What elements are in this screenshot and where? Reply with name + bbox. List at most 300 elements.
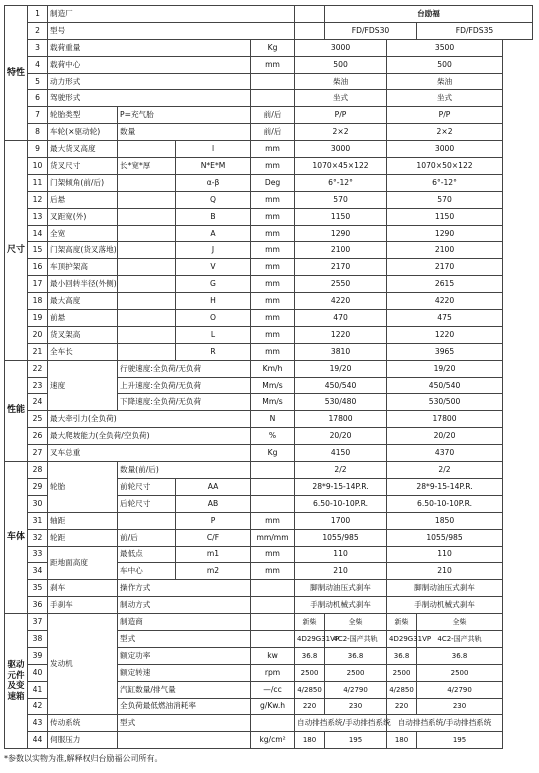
row-unit: Mm/s bbox=[251, 377, 295, 394]
value-model-1: 570 bbox=[295, 191, 387, 208]
section-label: 尺寸 bbox=[5, 141, 28, 361]
value-model-2: 4370 bbox=[387, 445, 503, 462]
row-sub: 前轮尺寸 bbox=[118, 478, 176, 495]
row-symbol: L bbox=[176, 326, 251, 343]
value-model-1: 自动排挡系统/手动排挡系统 bbox=[295, 715, 387, 732]
row-unit: mm bbox=[251, 310, 295, 327]
row-unit: g/Kw.h bbox=[251, 698, 295, 715]
engine-value: 2500 bbox=[325, 664, 387, 681]
row-number: 16 bbox=[28, 259, 48, 276]
spec-row bbox=[5, 56, 533, 73]
spec-row bbox=[5, 22, 533, 39]
value-model-2: 柴油 bbox=[387, 73, 503, 90]
value-model-2: 17800 bbox=[387, 411, 503, 428]
row-number: 13 bbox=[28, 208, 48, 225]
row-unit: mm bbox=[251, 208, 295, 225]
row-number: 8 bbox=[28, 124, 48, 141]
engine-value: 新柴 bbox=[295, 614, 325, 631]
row-sub: 操作方式 bbox=[118, 580, 251, 597]
row-unit: Deg bbox=[251, 174, 295, 191]
row-label: 叉车总重 bbox=[48, 445, 251, 462]
row-sub: 制动方式 bbox=[118, 597, 251, 614]
row-unit bbox=[251, 495, 295, 512]
engine-value: 全柴 bbox=[325, 614, 387, 631]
spec-row bbox=[5, 90, 533, 107]
row-label: 全宽 bbox=[48, 225, 118, 242]
row-unit bbox=[251, 715, 295, 732]
row-unit bbox=[251, 478, 295, 495]
row-unit: mm bbox=[251, 546, 295, 563]
value-model-2: 脚制动油压式刹车 bbox=[387, 580, 503, 597]
row-unit: mm bbox=[251, 512, 295, 529]
row-number: 35 bbox=[28, 580, 48, 597]
row-number: 5 bbox=[28, 73, 48, 90]
row-number: 20 bbox=[28, 326, 48, 343]
row-unit: Km/h bbox=[251, 360, 295, 377]
row-number: 7 bbox=[28, 107, 48, 124]
model-1: FD/FDS30 bbox=[325, 22, 417, 39]
row-unit: mm bbox=[251, 563, 295, 580]
spec-row bbox=[5, 158, 533, 175]
value-model-2: 28*9-15-14P.R. bbox=[387, 478, 503, 495]
value-model-2: 1055/985 bbox=[387, 529, 503, 546]
value-model-1: 1150 bbox=[295, 208, 387, 225]
row-unit: mm bbox=[251, 343, 295, 360]
value-model-2: 1850 bbox=[387, 512, 503, 529]
spec-row bbox=[5, 259, 533, 276]
row-unit: 前/后 bbox=[251, 124, 295, 141]
engine-value: 2500 bbox=[387, 664, 417, 681]
spec-row bbox=[5, 597, 533, 614]
spec-table bbox=[4, 5, 533, 749]
row-symbol: α-β bbox=[176, 174, 251, 191]
row-unit bbox=[251, 630, 295, 647]
value-model-1: 2550 bbox=[295, 276, 387, 293]
value-model-2: 450/540 bbox=[387, 377, 503, 394]
engine-value: 220 bbox=[387, 698, 417, 715]
spec-row bbox=[5, 462, 533, 479]
row-unit: kg/cm² bbox=[251, 732, 295, 749]
spec-row bbox=[5, 715, 533, 732]
row-unit bbox=[251, 614, 295, 631]
value-model-1: 450/540 bbox=[295, 377, 387, 394]
value-model-2: 475 bbox=[387, 310, 503, 327]
blank-cell bbox=[118, 174, 176, 191]
value-model-1: 2/2 bbox=[295, 462, 387, 479]
spec-row bbox=[5, 73, 533, 90]
row-number: 41 bbox=[28, 681, 48, 698]
row-symbol: C/F bbox=[176, 529, 251, 546]
blank-cell bbox=[118, 293, 176, 310]
blank-cell bbox=[118, 512, 176, 529]
row-number: 11 bbox=[28, 174, 48, 191]
row-label: 后悬 bbox=[48, 191, 118, 208]
row-number: 24 bbox=[28, 394, 48, 411]
blank-cell bbox=[118, 225, 176, 242]
spec-row bbox=[5, 107, 533, 124]
value-model-1: 2170 bbox=[295, 259, 387, 276]
row-sub: 数量 bbox=[118, 124, 251, 141]
spec-row bbox=[5, 208, 533, 225]
row-unit bbox=[251, 73, 295, 90]
row-unit: Mm/s bbox=[251, 394, 295, 411]
value-model-2: 20/20 bbox=[387, 428, 503, 445]
value-model-1: 柴油 bbox=[295, 73, 387, 90]
row-unit: 前/后 bbox=[251, 107, 295, 124]
blank-cell bbox=[118, 242, 176, 259]
row-label: 手刹车 bbox=[48, 597, 118, 614]
value-model-2: 210 bbox=[387, 563, 503, 580]
brand-name: 台励福 bbox=[325, 6, 533, 23]
spec-row bbox=[5, 546, 533, 563]
value-model-2: 3000 bbox=[387, 141, 503, 158]
spec-row bbox=[5, 174, 533, 191]
row-number: 22 bbox=[28, 360, 48, 377]
row-unit bbox=[251, 597, 295, 614]
row-label: 载荷中心 bbox=[48, 56, 251, 73]
spec-row bbox=[5, 529, 533, 546]
row-number: 40 bbox=[28, 664, 48, 681]
value-model-2: 1150 bbox=[387, 208, 503, 225]
row-number: 14 bbox=[28, 225, 48, 242]
row-label: 车顶护架高 bbox=[48, 259, 118, 276]
row-label: 门架倾角(前/后) bbox=[48, 174, 118, 191]
row-number: 23 bbox=[28, 377, 48, 394]
engine-value: 195 bbox=[417, 732, 503, 749]
blank-cell bbox=[118, 208, 176, 225]
value-model-2: 3500 bbox=[387, 39, 503, 56]
row-label: 叉距宽(外) bbox=[48, 208, 118, 225]
value-model-2: 530/500 bbox=[387, 394, 503, 411]
spec-row bbox=[5, 225, 533, 242]
engine-value: 4/2850 bbox=[387, 681, 417, 698]
row-unit: mm bbox=[251, 191, 295, 208]
row-sub: 额定转速 bbox=[118, 664, 251, 681]
value-model-1: 28*9-15-14P.R. bbox=[295, 478, 387, 495]
value-model-2: 19/20 bbox=[387, 360, 503, 377]
spec-row bbox=[5, 141, 533, 158]
row-number: 28 bbox=[28, 462, 48, 479]
row-unit: Kg bbox=[251, 39, 295, 56]
value-model-2: 自动排挡系统/手动排挡系统 bbox=[387, 715, 503, 732]
row-number: 32 bbox=[28, 529, 48, 546]
value-model-1: 6°-12° bbox=[295, 174, 387, 191]
row-number: 4 bbox=[28, 56, 48, 73]
value-model-1: 3810 bbox=[295, 343, 387, 360]
row-unit: % bbox=[251, 428, 295, 445]
value-model-1: 210 bbox=[295, 563, 387, 580]
row-sub: 汽缸数量/排气量 bbox=[118, 681, 251, 698]
row-label: 距地面高度 bbox=[48, 546, 118, 580]
engine-value: 4D29G31VP bbox=[387, 630, 417, 647]
row-unit: mm bbox=[251, 326, 295, 343]
row-number: 39 bbox=[28, 647, 48, 664]
row-unit: mm bbox=[251, 259, 295, 276]
row-unit: mm/mm bbox=[251, 529, 295, 546]
row-sub: P=充气胎 bbox=[118, 107, 251, 124]
engine-value: 36.8 bbox=[325, 647, 387, 664]
blank-cell bbox=[118, 343, 176, 360]
row-number: 15 bbox=[28, 242, 48, 259]
row-number: 17 bbox=[28, 276, 48, 293]
row-label: 最大高度 bbox=[48, 293, 118, 310]
blank-cell bbox=[295, 22, 325, 39]
row-number: 27 bbox=[28, 445, 48, 462]
value-model-1: 4220 bbox=[295, 293, 387, 310]
row-symbol: Q bbox=[176, 191, 251, 208]
row-number: 3 bbox=[28, 39, 48, 56]
value-model-2: 2615 bbox=[387, 276, 503, 293]
footnote: *参数以实物为准,解释权归台励福公司所有。 bbox=[4, 754, 163, 763]
spec-row bbox=[5, 428, 533, 445]
spec-row bbox=[5, 326, 533, 343]
value-model-2: 坐式 bbox=[387, 90, 503, 107]
row-sub: 后轮尺寸 bbox=[118, 495, 176, 512]
value-model-1: 1055/985 bbox=[295, 529, 387, 546]
row-unit: N bbox=[251, 411, 295, 428]
row-symbol: m2 bbox=[176, 563, 251, 580]
blank-cell bbox=[118, 310, 176, 327]
row-number: 33 bbox=[28, 546, 48, 563]
engine-value: 2500 bbox=[417, 664, 503, 681]
value-model-1: 3000 bbox=[295, 39, 387, 56]
row-unit bbox=[251, 90, 295, 107]
engine-value: 220 bbox=[295, 698, 325, 715]
row-label: 型号 bbox=[48, 22, 295, 39]
spec-row bbox=[5, 39, 533, 56]
value-model-1: 1700 bbox=[295, 512, 387, 529]
engine-value: 4/2850 bbox=[295, 681, 325, 698]
engine-value: 36.8 bbox=[387, 647, 417, 664]
row-label: 车轮(×驱动轮) bbox=[48, 124, 118, 141]
row-unit: mm bbox=[251, 225, 295, 242]
spec-row bbox=[5, 512, 533, 529]
row-sub: 上升速度:全负荷/无负荷 bbox=[118, 377, 251, 394]
value-model-2: 570 bbox=[387, 191, 503, 208]
value-model-2: 3965 bbox=[387, 343, 503, 360]
spec-row bbox=[5, 124, 533, 141]
value-model-1: 19/20 bbox=[295, 360, 387, 377]
value-model-2: 4220 bbox=[387, 293, 503, 310]
spec-row bbox=[5, 343, 533, 360]
row-label: 轮距 bbox=[48, 529, 118, 546]
row-symbol: R bbox=[176, 343, 251, 360]
spec-row bbox=[5, 411, 533, 428]
value-model-2: 2×2 bbox=[387, 124, 503, 141]
row-sub: 最低点 bbox=[118, 546, 176, 563]
spec-row bbox=[5, 293, 533, 310]
row-number: 19 bbox=[28, 310, 48, 327]
row-number: 43 bbox=[28, 715, 48, 732]
row-sub: 行驶速度:全负荷/无负荷 bbox=[118, 360, 251, 377]
row-symbol: A bbox=[176, 225, 251, 242]
row-number: 25 bbox=[28, 411, 48, 428]
engine-value: 4/2790 bbox=[325, 681, 387, 698]
row-number: 31 bbox=[28, 512, 48, 529]
blank-cell bbox=[118, 141, 176, 158]
row-unit: kw bbox=[251, 647, 295, 664]
row-label: 前悬 bbox=[48, 310, 118, 327]
row-label: 刹车 bbox=[48, 580, 118, 597]
row-symbol: O bbox=[176, 310, 251, 327]
engine-value: 4C2-国产共轨 bbox=[325, 630, 387, 647]
value-model-1: 坐式 bbox=[295, 90, 387, 107]
spec-row bbox=[5, 580, 533, 597]
blank-cell bbox=[118, 732, 251, 749]
row-label: 驾驶形式 bbox=[48, 90, 251, 107]
value-model-2: 2/2 bbox=[387, 462, 503, 479]
row-sub: 下降速度:全负荷/无负荷 bbox=[118, 394, 251, 411]
value-model-1: 530/480 bbox=[295, 394, 387, 411]
row-label: 传动系统 bbox=[48, 715, 118, 732]
value-model-2: 2170 bbox=[387, 259, 503, 276]
row-label: 门架高度(货叉落地) bbox=[48, 242, 118, 259]
row-label: 轮胎类型 bbox=[48, 107, 118, 124]
engine-value: 4/2790 bbox=[417, 681, 503, 698]
value-model-1: P/P bbox=[295, 107, 387, 124]
engine-value: 195 bbox=[325, 732, 387, 749]
row-symbol: H bbox=[176, 293, 251, 310]
row-unit: —/cc bbox=[251, 681, 295, 698]
value-model-1: 500 bbox=[295, 56, 387, 73]
row-label: 动力形式 bbox=[48, 73, 251, 90]
row-unit: mm bbox=[251, 158, 295, 175]
row-sub: 长*宽*厚 bbox=[118, 158, 176, 175]
value-model-2: P/P bbox=[387, 107, 503, 124]
engine-value: 180 bbox=[387, 732, 417, 749]
section-label: 特性 bbox=[5, 6, 28, 141]
value-model-1: 1220 bbox=[295, 326, 387, 343]
spec-row bbox=[5, 191, 533, 208]
value-model-1: 脚制动油压式刹车 bbox=[295, 580, 387, 597]
value-model-1: 3000 bbox=[295, 141, 387, 158]
row-symbol: m1 bbox=[176, 546, 251, 563]
value-model-1: 2100 bbox=[295, 242, 387, 259]
value-model-1: 1070×45×122 bbox=[295, 158, 387, 175]
row-label: 货叉尺寸 bbox=[48, 158, 118, 175]
row-unit: mm bbox=[251, 242, 295, 259]
row-unit: rpm bbox=[251, 664, 295, 681]
value-model-2: 2100 bbox=[387, 242, 503, 259]
row-number: 1 bbox=[28, 6, 48, 23]
row-number: 30 bbox=[28, 495, 48, 512]
row-number: 38 bbox=[28, 630, 48, 647]
value-model-1: 2×2 bbox=[295, 124, 387, 141]
row-sub: 制造商 bbox=[118, 614, 251, 631]
engine-value: 36.8 bbox=[295, 647, 325, 664]
value-model-2: 1290 bbox=[387, 225, 503, 242]
row-number: 9 bbox=[28, 141, 48, 158]
spec-row bbox=[5, 6, 533, 23]
row-unit: Kg bbox=[251, 445, 295, 462]
row-label: 轮胎 bbox=[48, 462, 118, 513]
blank-cell bbox=[118, 276, 176, 293]
engine-value: 2500 bbox=[295, 664, 325, 681]
row-symbol: AA bbox=[176, 478, 251, 495]
row-sub: 前/后 bbox=[118, 529, 176, 546]
value-model-2: 6.50-10-10P.R. bbox=[387, 495, 503, 512]
value-model-2: 110 bbox=[387, 546, 503, 563]
row-number: 29 bbox=[28, 478, 48, 495]
row-unit: mm bbox=[251, 141, 295, 158]
row-symbol: AB bbox=[176, 495, 251, 512]
row-number: 6 bbox=[28, 90, 48, 107]
engine-value: 4D29G31VP bbox=[295, 630, 325, 647]
blank-cell bbox=[118, 326, 176, 343]
row-sub: 型式 bbox=[118, 630, 251, 647]
value-model-2: 1220 bbox=[387, 326, 503, 343]
row-label: 最小回转半径(外侧) bbox=[48, 276, 118, 293]
row-number: 12 bbox=[28, 191, 48, 208]
row-label: 货叉架高 bbox=[48, 326, 118, 343]
engine-value: 180 bbox=[295, 732, 325, 749]
row-number: 10 bbox=[28, 158, 48, 175]
engine-value: 4C2-国产共轨 bbox=[417, 630, 503, 647]
row-number: 34 bbox=[28, 563, 48, 580]
spec-row bbox=[5, 360, 533, 377]
value-model-2: 手制动机械式刹车 bbox=[387, 597, 503, 614]
row-number: 21 bbox=[28, 343, 48, 360]
value-model-1: 110 bbox=[295, 546, 387, 563]
engine-value: 全柴 bbox=[417, 614, 503, 631]
row-number: 26 bbox=[28, 428, 48, 445]
row-number: 44 bbox=[28, 732, 48, 749]
row-sub: 额定功率 bbox=[118, 647, 251, 664]
row-symbol: B bbox=[176, 208, 251, 225]
row-unit bbox=[251, 462, 295, 479]
spec-row bbox=[5, 242, 533, 259]
row-unit: mm bbox=[251, 56, 295, 73]
section-label: 驱动元件及变速箱 bbox=[5, 614, 28, 749]
row-label: 轴距 bbox=[48, 512, 118, 529]
row-symbol: N*E*M bbox=[176, 158, 251, 175]
value-model-1: 1290 bbox=[295, 225, 387, 242]
row-label: 速度 bbox=[48, 360, 118, 411]
row-number: 42 bbox=[28, 698, 48, 715]
engine-value: 36.8 bbox=[417, 647, 503, 664]
row-number: 37 bbox=[28, 614, 48, 631]
row-label: 伺服压力 bbox=[48, 732, 118, 749]
row-label: 全车长 bbox=[48, 343, 118, 360]
value-model-1: 20/20 bbox=[295, 428, 387, 445]
spec-row bbox=[5, 614, 533, 631]
row-symbol: G bbox=[176, 276, 251, 293]
engine-value: 新柴 bbox=[387, 614, 417, 631]
spec-row bbox=[5, 732, 533, 749]
row-number: 36 bbox=[28, 597, 48, 614]
row-sub: 车中心 bbox=[118, 563, 176, 580]
row-label: 制造厂 bbox=[48, 6, 295, 23]
value-model-1: 17800 bbox=[295, 411, 387, 428]
blank-cell bbox=[118, 191, 176, 208]
row-sub: 型式 bbox=[118, 715, 251, 732]
engine-value: 230 bbox=[417, 698, 503, 715]
row-number: 2 bbox=[28, 22, 48, 39]
row-symbol: l bbox=[176, 141, 251, 158]
value-model-2: 1070×50×122 bbox=[387, 158, 503, 175]
value-model-1: 6.50-10-10P.R. bbox=[295, 495, 387, 512]
row-sub: 全负荷最低燃油消耗率 bbox=[118, 698, 251, 715]
blank-cell bbox=[118, 259, 176, 276]
row-unit: mm bbox=[251, 293, 295, 310]
row-label: 载荷重量 bbox=[48, 39, 251, 56]
section-label: 性能 bbox=[5, 360, 28, 461]
row-label: 发动机 bbox=[48, 614, 118, 715]
value-model-2: 500 bbox=[387, 56, 503, 73]
row-sub: 数量(前/后) bbox=[118, 462, 251, 479]
row-label: 最大货叉高度 bbox=[48, 141, 118, 158]
row-label: 最大牵引力(全负荷) bbox=[48, 411, 251, 428]
